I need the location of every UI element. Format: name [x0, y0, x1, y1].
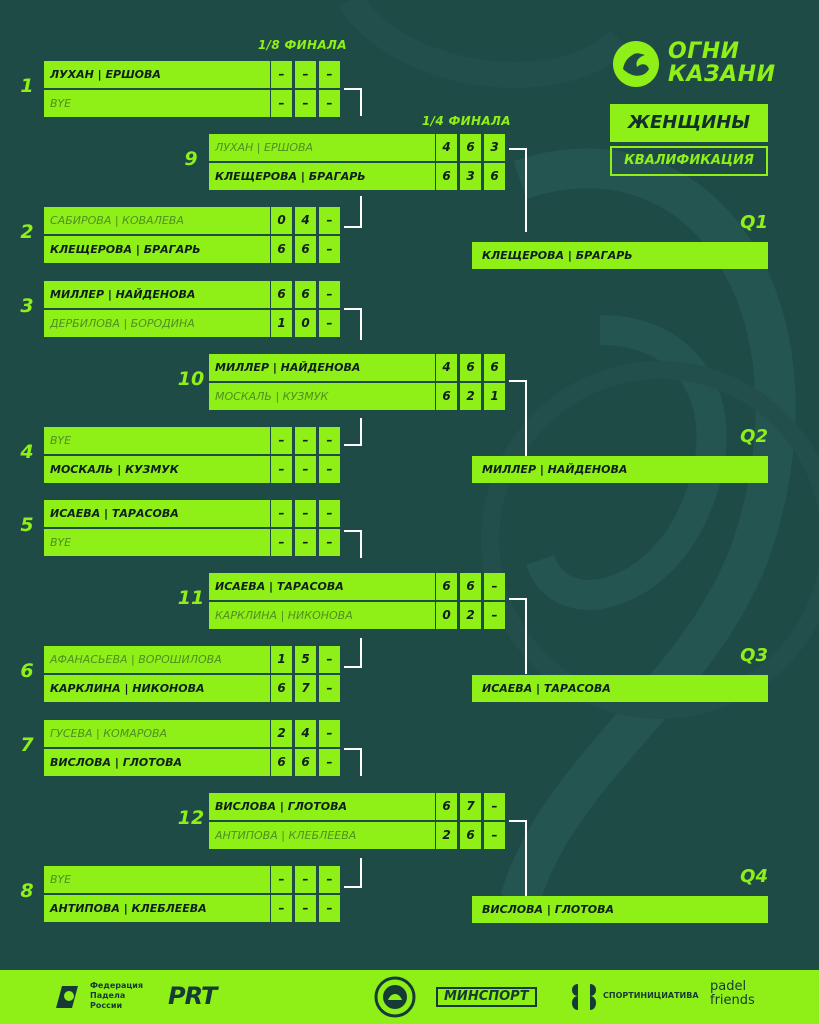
r16-set-score: 6	[271, 749, 292, 776]
r16-set-score: 4	[295, 207, 316, 234]
qf-team-name: ИСАЕВА | ТАРАСОВА	[209, 573, 435, 600]
r16-match-number: 8	[20, 880, 34, 902]
qf-team-name: КЛЕЩЕРОВА | БРАГАРЬ	[209, 163, 435, 190]
r16-set-score: –	[271, 61, 292, 88]
qf-connector	[509, 820, 527, 896]
qf-match-number: 10	[177, 368, 205, 390]
r16-match-number: 7	[20, 734, 34, 756]
qualifier-label: Q4	[740, 866, 768, 887]
r16-set-score: –	[319, 90, 340, 117]
federation-line-1: Федерация	[90, 981, 144, 990]
r16-team-name: BYE	[44, 427, 270, 454]
r16-set-score: 6	[295, 749, 316, 776]
r16-team-name: МИЛЛЕР | НАЙДЕНОВА	[44, 281, 270, 308]
qf-team-name: КАРКЛИНА | НИКОНОВА	[209, 602, 435, 629]
r16-set-score: 1	[271, 646, 292, 673]
r16-team-name: КАРКЛИНА | НИКОНОВА	[44, 675, 270, 702]
ogni-kazani-logo-icon	[611, 39, 661, 89]
qf-set-score: –	[484, 822, 505, 849]
r16-set-score: 1	[271, 310, 292, 337]
r16-match-number: 1	[20, 75, 34, 97]
r16-set-score: –	[319, 529, 340, 556]
qf-set-score: 7	[460, 793, 481, 820]
r16-team-name: ВИСЛОВА | ГЛОТОВА	[44, 749, 270, 776]
qf-team-name: МОСКАЛЬ | КУЗМУК	[209, 383, 435, 410]
federation-line-3: России	[90, 1001, 123, 1010]
r16-team-name: АНТИПОВА | КЛЕБЛЕЕВА	[44, 895, 270, 922]
qf-connector	[509, 148, 527, 232]
qualifier-label: Q2	[740, 426, 768, 447]
r16-set-score: –	[319, 427, 340, 454]
padel-friends-line-1: padel	[710, 979, 747, 994]
r16-set-score: 6	[271, 281, 292, 308]
sportinitiativa-logo-icon	[568, 982, 600, 1012]
r16-set-score: –	[319, 895, 340, 922]
qf-set-score: 4	[436, 354, 457, 381]
qf-set-score: 1	[484, 383, 505, 410]
qualifier-team: КЛЕЩЕРОВА | БРАГАРЬ	[472, 242, 768, 269]
r16-set-score: 2	[271, 720, 292, 747]
qf-set-score: 2	[460, 602, 481, 629]
brand-line-2: КАЗАНИ	[668, 62, 776, 87]
r16-set-score: –	[319, 675, 340, 702]
r16-set-score: –	[295, 895, 316, 922]
r16-set-score: –	[271, 529, 292, 556]
qf-set-score: 6	[436, 163, 457, 190]
qf-set-score: –	[484, 573, 505, 600]
qf-set-score: 6	[460, 134, 481, 161]
r16-set-score: –	[319, 61, 340, 88]
qf-set-score: 6	[436, 793, 457, 820]
r16-set-score: –	[295, 427, 316, 454]
r16-set-score: –	[271, 427, 292, 454]
qf-set-score: 0	[436, 602, 457, 629]
r16-set-score: 6	[271, 236, 292, 263]
r16-set-score: –	[271, 456, 292, 483]
r16-set-score: –	[319, 281, 340, 308]
r16-match-number: 5	[20, 514, 34, 536]
qf-match-number: 9	[184, 148, 198, 170]
padel-friends-line-2: friends	[710, 993, 755, 1008]
r16-connector	[344, 88, 362, 116]
sportinitiativa-text: СПОРТИНИЦИАТИВА	[603, 991, 699, 1000]
r16-set-score: –	[319, 646, 340, 673]
r16-set-score: 6	[295, 281, 316, 308]
r16-team-name: BYE	[44, 866, 270, 893]
r16-set-score: –	[319, 749, 340, 776]
r16-set-score: –	[319, 866, 340, 893]
r16-team-name: САБИРОВА | КОВАЛЕВА	[44, 207, 270, 234]
qf-team-name: АНТИПОВА | КЛЕБЛЕЕВА	[209, 822, 435, 849]
qf-connector	[509, 380, 527, 456]
qf-set-score: –	[484, 793, 505, 820]
r16-team-name: ГУСЕВА | КОМАРОВА	[44, 720, 270, 747]
qf-match-number: 12	[177, 807, 205, 829]
r16-match-number: 6	[20, 660, 34, 682]
r16-set-score: –	[271, 866, 292, 893]
stage-label: КВАЛИФИКАЦИЯ	[610, 146, 768, 176]
qualifier-team: ВИСЛОВА | ГЛОТОВА	[472, 896, 768, 923]
r16-team-name: BYE	[44, 529, 270, 556]
r16-set-score: –	[319, 456, 340, 483]
qf-set-score: 4	[436, 134, 457, 161]
r16-label: 1/8 ФИНАЛА	[258, 38, 347, 52]
r16-set-score: 0	[271, 207, 292, 234]
r16-match-number: 2	[20, 221, 34, 243]
federation-line-2: Падела	[90, 991, 126, 1000]
qf-set-score: 6	[484, 163, 505, 190]
r16-match-number: 3	[20, 295, 34, 317]
r16-set-score: –	[295, 866, 316, 893]
r16-set-score: –	[295, 90, 316, 117]
r16-set-score: 6	[295, 236, 316, 263]
r16-team-name: АФАНАСЬЕВА | ВОРОШИЛОВА	[44, 646, 270, 673]
r16-team-name: КЛЕЩЕРОВА | БРАГАРЬ	[44, 236, 270, 263]
r16-set-score: –	[319, 500, 340, 527]
padel-friends-logo	[710, 980, 755, 1008]
qf-set-score: 6	[460, 354, 481, 381]
qf-set-score: –	[484, 602, 505, 629]
qf-set-score: 2	[460, 383, 481, 410]
qf-set-score: 2	[436, 822, 457, 849]
r16-team-name: МОСКАЛЬ | КУЗМУК	[44, 456, 270, 483]
r16-set-score: 0	[295, 310, 316, 337]
r16-set-score: –	[295, 456, 316, 483]
r16-set-score: –	[295, 61, 316, 88]
brand-line-1: ОГНИ	[668, 39, 740, 64]
qf-set-score: 6	[436, 573, 457, 600]
r16-team-name: BYE	[44, 90, 270, 117]
r16-connector	[344, 858, 362, 888]
category-box: ЖЕНЩИНЫ	[610, 104, 768, 142]
qf-team-name: ВИСЛОВА | ГЛОТОВА	[209, 793, 435, 820]
r16-set-score: 7	[295, 675, 316, 702]
r16-set-score: –	[319, 207, 340, 234]
r16-connector	[344, 308, 362, 340]
qf-set-score: 3	[484, 134, 505, 161]
r16-set-score: 4	[295, 720, 316, 747]
brand-name	[668, 40, 776, 86]
qf-label: 1/4 ФИНАЛА	[422, 114, 511, 128]
qf-team-name: МИЛЛЕР | НАЙДЕНОВА	[209, 354, 435, 381]
r16-match-number: 4	[20, 441, 34, 463]
prt-logo: PRT	[168, 982, 217, 1010]
r16-set-score: –	[319, 720, 340, 747]
qualifier-team: МИЛЛЕР | НАЙДЕНОВА	[472, 456, 768, 483]
tatarstan-emblem-icon	[374, 976, 416, 1018]
r16-set-score: –	[271, 500, 292, 527]
qf-set-score: 3	[460, 163, 481, 190]
qf-connector	[509, 598, 527, 674]
qualifier-label: Q1	[740, 212, 768, 233]
r16-set-score: –	[271, 895, 292, 922]
minsport-logo: МИНСПОРТ	[436, 987, 537, 1007]
r16-connector	[344, 638, 362, 668]
r16-set-score: –	[295, 500, 316, 527]
federation-padel-logo-icon	[52, 982, 82, 1012]
qf-set-score: 6	[436, 383, 457, 410]
r16-connector	[344, 748, 362, 776]
r16-set-score: –	[271, 90, 292, 117]
r16-connector	[344, 418, 362, 446]
r16-team-name: ЛУХАН | ЕРШОВА	[44, 61, 270, 88]
r16-set-score: –	[319, 236, 340, 263]
r16-set-score: –	[319, 310, 340, 337]
qf-match-number: 11	[177, 587, 205, 609]
qf-set-score: 6	[460, 573, 481, 600]
sponsors-footer	[0, 970, 819, 1024]
r16-set-score: 6	[271, 675, 292, 702]
qualifier-label: Q3	[740, 645, 768, 666]
r16-team-name: ИСАЕВА | ТАРАСОВА	[44, 500, 270, 527]
r16-set-score: 5	[295, 646, 316, 673]
r16-set-score: –	[295, 529, 316, 556]
qf-set-score: 6	[484, 354, 505, 381]
r16-team-name: ДЕРБИЛОВА | БОРОДИНА	[44, 310, 270, 337]
qf-set-score: 6	[460, 822, 481, 849]
federation-text	[90, 981, 143, 1011]
qf-team-name: ЛУХАН | ЕРШОВА	[209, 134, 435, 161]
qualifier-team: ИСАЕВА | ТАРАСОВА	[472, 675, 768, 702]
r16-connector	[344, 530, 362, 558]
r16-connector	[344, 196, 362, 228]
